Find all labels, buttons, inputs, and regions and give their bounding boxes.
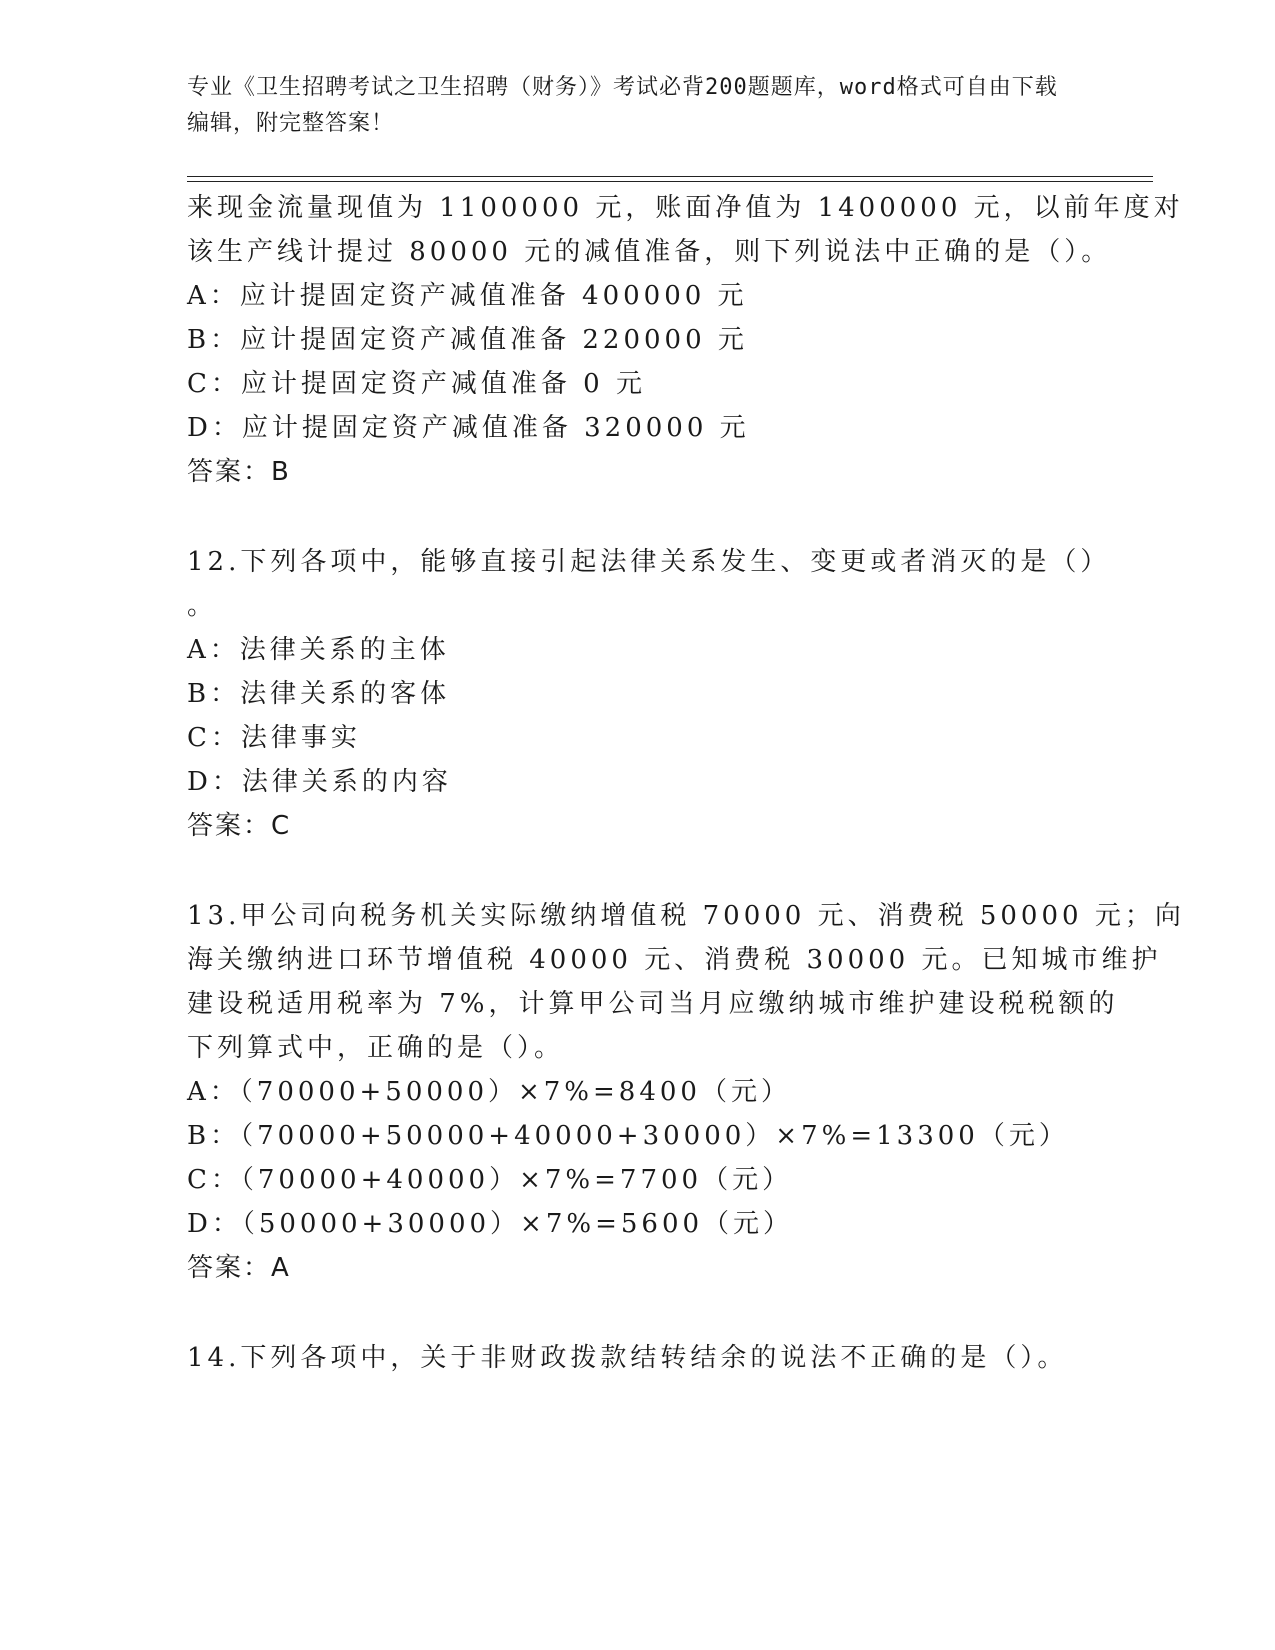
q12-stem-line: 。 [187,591,218,621]
q13-answer: 答案：A [187,1253,291,1283]
q14-stem-line: 14.下列各项中，关于非财政拨款结转结余的说法不正确的是（）。 [187,1343,1068,1373]
header-rule-bottom [187,181,1153,182]
q13-option-c: C：（70000+40000）×7%=7700（元） [187,1165,793,1195]
q11-stem-line: 来现金流量现值为 1100000 元，账面净值为 1400000 元，以前年度对 [187,193,1184,223]
q11-stem-line: 该生产线计提过 80000 元的减值准备，则下列说法中正确的是（）。 [187,237,1112,267]
document-header-title: 专业《卫生招聘考试之卫生招聘（财务）》考试必背200题题库，word格式可自由下载编辑，附完整答案！ [187,75,1058,136]
q12-option-b: B：法律关系的客体 [187,679,451,709]
q12-option-d: D：法律关系的内容 [187,767,452,797]
q12-option-c: C：法律事实 [187,723,361,753]
q13-option-d: D：（50000+30000）×7%=5600（元） [187,1209,794,1239]
header-rule-top [187,176,1153,177]
q11-option-d: D：应计提固定资产减值准备 320000 元 [187,413,750,443]
q11-answer: 答案：B [187,457,291,487]
q13-stem-line: 海关缴纳进口环节增值税 40000 元、消费税 30000 元。已知城市维护 [187,945,1162,975]
q13-option-b: B：（70000+50000+40000+30000）×7%=13300（元） [187,1121,1069,1151]
q11-option-a: A：应计提固定资产减值准备 400000 元 [187,281,748,311]
q13-stem-line: 13.甲公司向税务机关实际缴纳增值税 70000 元、消费税 50000 元；向 [187,901,1185,931]
q12-answer: 答案：C [187,811,292,841]
q12-option-a: A：法律关系的主体 [187,635,450,665]
q13-stem-line: 下列算式中，正确的是（）。 [187,1033,565,1063]
q12-stem-line: 12.下列各项中，能够直接引起法律关系发生、变更或者消灭的是（） [187,547,1111,577]
q11-option-c: C：应计提固定资产减值准备 0 元 [187,369,646,399]
q11-option-b: B：应计提固定资产减值准备 220000 元 [187,325,748,355]
q13-stem-line: 建设税适用税率为 7%，计算甲公司当月应缴纳城市维护建设税税额的 [187,989,1119,1019]
q13-option-a: A：（70000+50000）×7%=8400（元） [187,1077,791,1107]
